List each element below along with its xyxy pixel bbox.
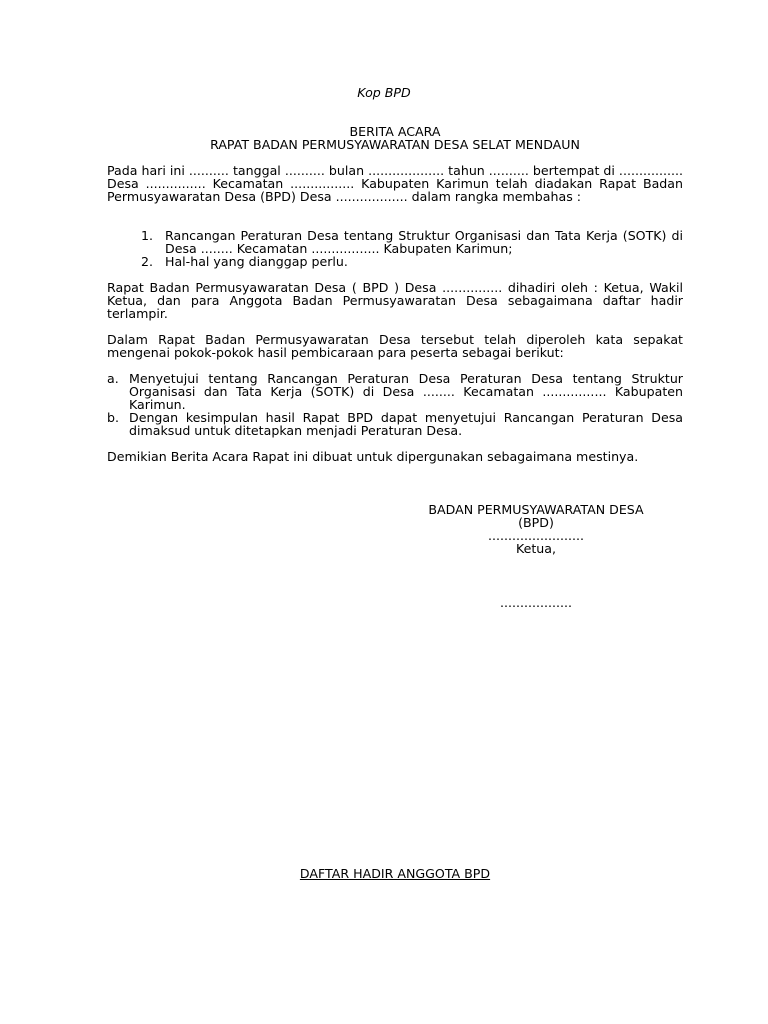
document-title bbox=[0, 125, 768, 151]
attendance-paragraph: Rapat Badan Permusyawaratan Desa ( BPD ) Desa ............... dihadiri oleh : Ketua, Wakil Ketua, dan para Anggota Badan Permusyawaratan Desa sebagaimana daftar hadir terlampir. bbox=[107, 280, 683, 321]
signature-org-abbr: (BPD) bbox=[518, 515, 554, 530]
result-letter: a. bbox=[107, 371, 119, 386]
agenda-number: 2. bbox=[141, 254, 154, 269]
closing-paragraph: Demikian Berita Acara Rapat ini dibuat untuk dipergunakan sebagaimana mestinya. bbox=[107, 449, 639, 464]
letterhead-placeholder: Kop BPD bbox=[357, 85, 411, 100]
result-item bbox=[107, 411, 683, 437]
agenda-list bbox=[107, 229, 683, 268]
results-list bbox=[107, 372, 683, 437]
signature-name-dots: .................. bbox=[499, 595, 573, 610]
title-line-1: BERITA ACARA bbox=[349, 124, 441, 139]
signature-block bbox=[390, 503, 682, 555]
title-line-2: RAPAT BADAN PERMUSYAWARATAN DESA SELAT MENDAUN bbox=[210, 137, 580, 152]
agenda-number: 1. bbox=[141, 228, 154, 243]
agenda-item bbox=[107, 255, 683, 268]
agenda-text: Hal-hal yang dianggap perlu. bbox=[165, 254, 348, 269]
attendance-list-heading: DAFTAR HADIR ANGGOTA BPD bbox=[299, 866, 491, 881]
result-item bbox=[107, 372, 683, 411]
intro-paragraph: Pada hari ini .......... tanggal .......... bulan ................... tahun .......... bertempat di ................ Desa ............... Kecamatan ................ Kabupaten Karimun telah diadakan Rapat Badan Permusyawaratan Desa (BPD) Desa .................. dalam rangka membahas : bbox=[107, 163, 683, 204]
signature-place-dots: ........................ bbox=[487, 528, 585, 543]
result-letter: b. bbox=[107, 410, 119, 425]
agenda-item bbox=[107, 229, 683, 255]
result-text: Menyetujui tentang Rancangan Peraturan Desa Peraturan Desa tentang Struktur Organisasi dan Tata Kerja (SOTK) di Desa ........ Kecamatan ................ Kabupaten Karimun. bbox=[129, 371, 683, 412]
agenda-text: Rancangan Peraturan Desa tentang Struktur Organisasi dan Tata Kerja (SOTK) di Desa ........ Kecamatan ................. Kabupaten Karimun; bbox=[165, 228, 683, 256]
signature-role: Ketua, bbox=[515, 541, 557, 556]
agreement-paragraph: Dalam Rapat Badan Permusyawaratan Desa tersebut telah diperoleh kata sepakat mengenai pokok-pokok hasil pembicaraan para peserta sebagai berikut: bbox=[107, 332, 683, 360]
result-text: Dengan kesimpulan hasil Rapat BPD dapat menyetujui Rancangan Peraturan Desa dimaksud untuk ditetapkan menjadi Peraturan Desa. bbox=[129, 410, 683, 438]
signature-org: BADAN PERMUSYAWARATAN DESA bbox=[428, 502, 644, 517]
